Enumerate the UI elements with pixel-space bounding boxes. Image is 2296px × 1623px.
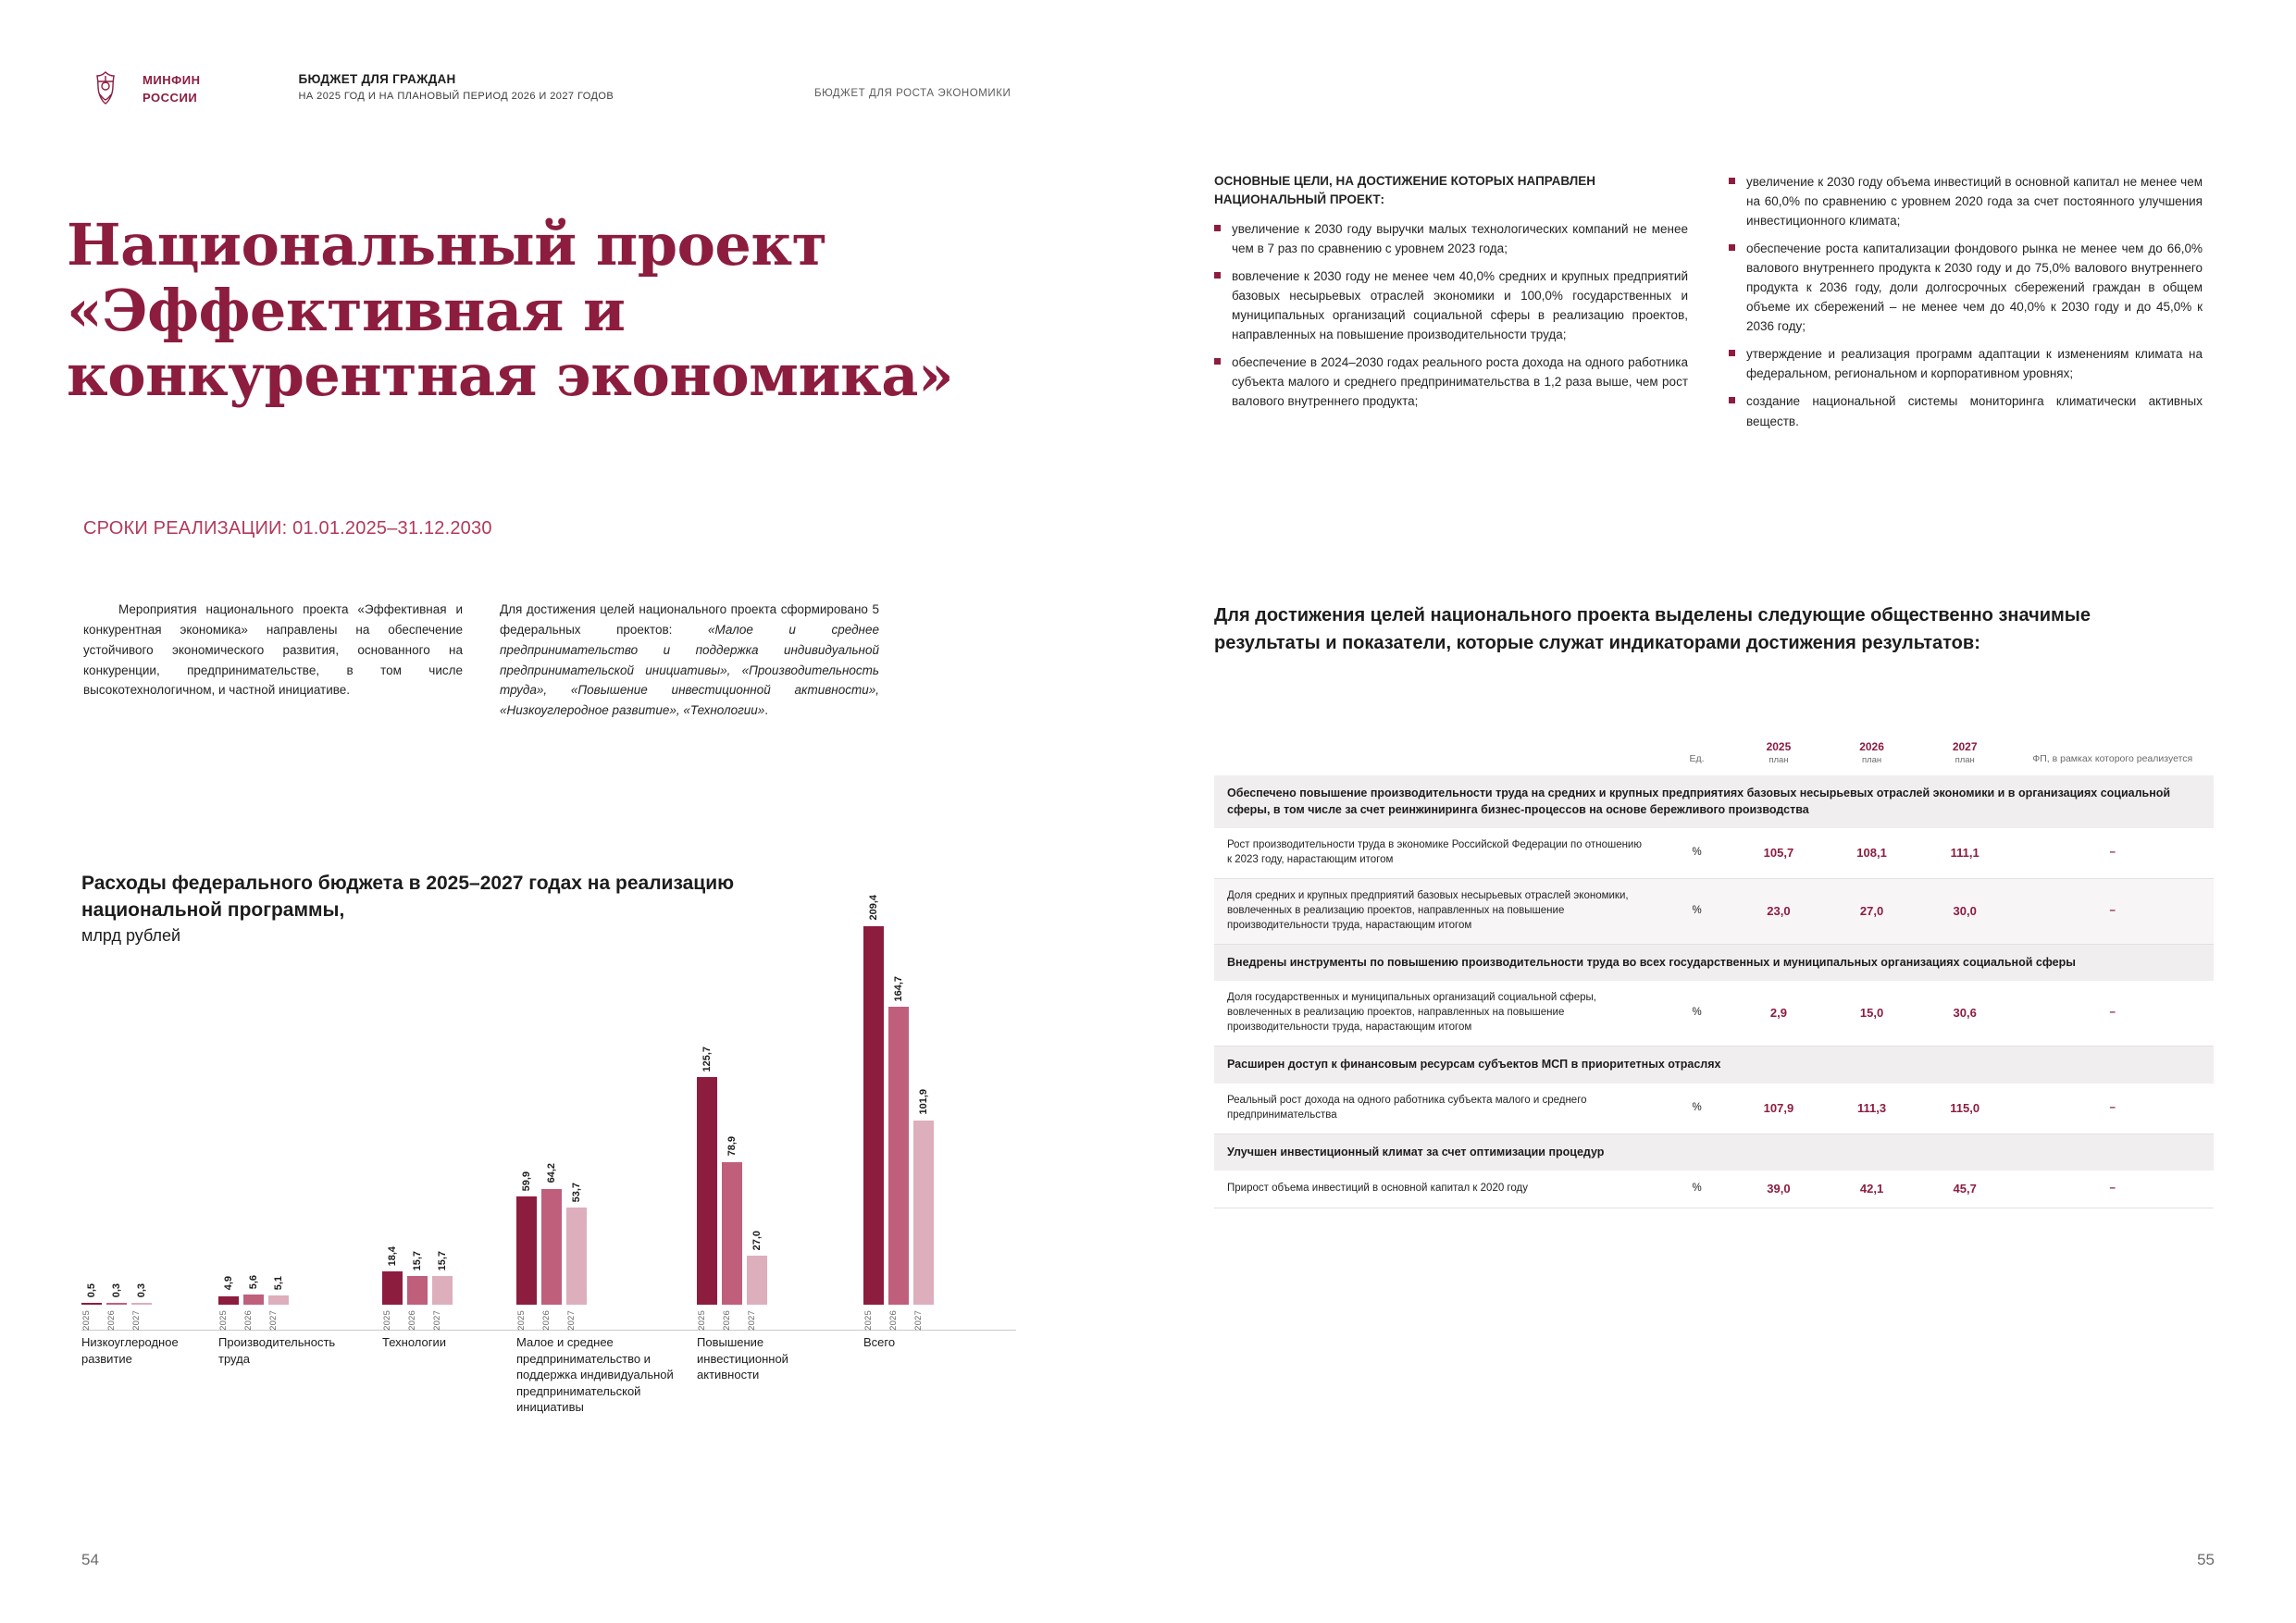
chart-bar-value: 15,7 xyxy=(412,1251,423,1271)
chart-bar-value: 59,9 xyxy=(521,1171,532,1192)
table-col-header: ФП, в рамках которого реализуется xyxy=(2032,753,2193,765)
chart-bar xyxy=(697,1046,717,1305)
chart-bar xyxy=(516,1171,537,1305)
chart-category-label: Технологии xyxy=(382,1335,447,1349)
indicators-table xyxy=(1214,740,2214,1208)
table-section-row xyxy=(1214,775,2214,829)
page-title: Национальный проект «Эффективная и конкурентная экономика» xyxy=(67,211,954,410)
table-cell: 23,0 xyxy=(1732,879,1826,945)
table-body xyxy=(1214,775,2214,1208)
table-col-header xyxy=(1214,740,1662,775)
table-cell: 111,3 xyxy=(1825,1084,1918,1134)
chart-year-label: 2026 xyxy=(407,1310,417,1331)
table-cell: 30,6 xyxy=(1918,981,2012,1046)
table-cell: % xyxy=(1662,879,1732,945)
table-cell: Доля государственных и муниципальных организаций социальной сферы, вовлеченных в реализацию проектов, направленных на повышение производительности труда, нарастающим итогом xyxy=(1214,981,1662,1046)
minfin-emblem-icon xyxy=(81,67,130,115)
document-header xyxy=(81,67,614,115)
table-row xyxy=(1214,1171,2214,1208)
chart-category-label: Повышение инвестиционной активности xyxy=(697,1335,788,1382)
table-cell: % xyxy=(1662,828,1732,878)
minfin-logo-text xyxy=(143,67,201,107)
chart-title-text: Расходы федерального бюджета в 2025–2027 годах на реализацию национальной программы, xyxy=(81,873,735,922)
chart-bars xyxy=(218,879,289,1305)
table-cell: 15,0 xyxy=(1825,981,1918,1046)
page-number-right: 55 xyxy=(2197,1551,2215,1568)
table-cell: Прирост объема инвестиций в основной капитал к 2020 году xyxy=(1214,1171,1662,1208)
table-row xyxy=(1214,879,2214,945)
chart-bar xyxy=(541,1163,562,1305)
table-cell: 2,9 xyxy=(1732,981,1826,1046)
chart-year-labels xyxy=(697,1310,767,1331)
chart-group xyxy=(81,879,179,1366)
chart-bar-value: 5,1 xyxy=(273,1275,284,1291)
intro-columns xyxy=(83,600,1064,721)
chart-bars xyxy=(697,879,767,1305)
table-cell: – xyxy=(2011,879,2214,945)
table-cell: 111,1 xyxy=(1918,828,2012,878)
table-col-header: 2025 план xyxy=(1766,740,1792,765)
table-cell: – xyxy=(2011,1084,2214,1134)
chart-category-label: Всего xyxy=(863,1335,896,1349)
table-section-row xyxy=(1214,944,2214,981)
chart-bars xyxy=(382,879,453,1305)
chart-bar xyxy=(863,895,884,1305)
goals-column-left xyxy=(1214,172,1688,440)
chart-year-label: 2025 xyxy=(382,1310,392,1331)
chart-year-label: 2027 xyxy=(131,1310,142,1331)
intro-paragraph-right xyxy=(500,600,879,721)
header-subtitle: НА 2025 ГОД И НА ПЛАНОВЫЙ ПЕРИОД 2026 И 2027 ГОДОВ xyxy=(298,91,614,102)
goals-section xyxy=(1214,172,2204,440)
goal-item: обеспечение в 2024–2030 годах реального роста дохода на одного работника субъекта малого и среднего предпринимательства в 1,2 раза выше, чем рост валового внутреннего продукта; xyxy=(1214,353,1688,411)
chart-group xyxy=(863,879,934,1349)
chart-bar-value: 18,4 xyxy=(387,1245,398,1267)
chart-year-labels xyxy=(382,1310,453,1331)
chart-bar xyxy=(243,1274,264,1305)
chart-bar-value: 0,3 xyxy=(111,1282,122,1298)
table-section-row xyxy=(1214,1134,2214,1171)
header-title: БЮДЖЕТ ДЛЯ ГРАЖДАН xyxy=(298,72,456,86)
chart-bar xyxy=(106,1282,127,1305)
table-row xyxy=(1214,1084,2214,1134)
header-titles xyxy=(299,67,614,102)
goal-item: увеличение к 2030 году объема инвестиций в основной капитал не менее чем на 60,0% по сравнению с уровнем 2020 года за счет постоянного улучшения инвестиционного климата; xyxy=(1729,172,2203,230)
chart-year-label: 2026 xyxy=(722,1310,732,1331)
results-heading: Для достижения целей национального проекта выделены следующие общественно значимые результаты и показатели, которые служат индикаторами достижения результатов: xyxy=(1214,605,2091,654)
table-cell: % xyxy=(1662,1084,1732,1134)
chart-year-label: 2025 xyxy=(516,1310,527,1331)
chart-bar xyxy=(722,1136,742,1305)
table-cell: Рост производительности труда в экономике Российской Федерации по отношению к 2023 году, нарастающим итогом xyxy=(1214,828,1662,878)
table-header-row xyxy=(1214,740,2214,775)
chart-year-label: 2027 xyxy=(913,1310,924,1331)
chart-category-label: Производительность труда xyxy=(218,1335,336,1366)
table-cell: 39,0 xyxy=(1732,1171,1826,1208)
chart-bar xyxy=(407,1251,428,1305)
chart-bar-value: 78,9 xyxy=(726,1136,738,1157)
chart-bar xyxy=(218,1276,239,1306)
chart-unit-label: млрд рублей xyxy=(81,925,181,945)
table-cell: – xyxy=(2011,981,2214,1046)
header-section-label: БЮДЖЕТ ДЛЯ РОСТА ЭКОНОМИКИ xyxy=(814,88,1011,99)
chart-year-labels xyxy=(81,1310,152,1331)
table-col-header: 2027 план xyxy=(1952,740,1978,765)
logo-line-1: МИНФИН xyxy=(143,73,201,87)
chart-bar-value: 0,3 xyxy=(136,1282,147,1298)
table-section-title: Расширен доступ к финансовым ресурсам субъектов МСП в приоритетных отраслях xyxy=(1214,1047,2214,1084)
chart-bar xyxy=(566,1182,587,1305)
table-row xyxy=(1214,828,2214,878)
chart-bar-value: 101,9 xyxy=(918,1089,929,1115)
chart-year-label: 2026 xyxy=(243,1310,254,1331)
goal-item: обеспечение роста капитализации фондового рынка не менее чем до 66,0% валового внутреннего продукта к 2030 году и до 75,0% валового внутреннего продукта к 2036 году, доли долгосрочных сбережений граждан в общем объеме их сбережений – не менее чем до 40,0% к 2030 году и до 45,0% к 2036 году; xyxy=(1729,239,2203,336)
chart-year-label: 2026 xyxy=(888,1310,899,1331)
chart-group xyxy=(382,879,453,1349)
chart-group xyxy=(516,879,674,1415)
chart-bar xyxy=(913,1089,934,1305)
chart-year-labels xyxy=(218,1310,289,1331)
table-cell: – xyxy=(2011,1171,2214,1208)
table-cell: 105,7 xyxy=(1732,828,1826,878)
goal-item: вовлечение к 2030 году не менее чем 40,0% средних и крупных предприятий базовых несырьевых отраслей экономики и 100,0% государственных и муниципальных организаций социальной сферы в реализацию проектов, направленных на повышение производительности труда; xyxy=(1214,266,1688,344)
goals-column-right xyxy=(1729,172,2203,440)
chart-year-label: 2025 xyxy=(81,1310,92,1331)
chart-year-label: 2027 xyxy=(566,1310,577,1331)
chart-category-label: Малое и среднее предпринимательство и поддержка индивидуальной предпринимательской инициативы xyxy=(516,1335,674,1415)
table-cell: 30,0 xyxy=(1918,879,2012,945)
table-cell: 115,0 xyxy=(1918,1084,2012,1134)
right-page xyxy=(1148,0,2296,1623)
goals-list-left xyxy=(1214,219,1688,411)
table-cell: 42,1 xyxy=(1825,1171,1918,1208)
chart-group xyxy=(697,879,788,1382)
intro-right-italic: «Малое и среднее предпринимательство и поддержка индивидуальной предпринимательской инициативы», «Производительность труда», «Повышение инвестиционной активности», «Низкоуглеродное развитие», «Технологии» xyxy=(500,622,879,718)
table-section-title: Улучшен инвестиционный климат за счет оптимизации процедур xyxy=(1214,1134,2214,1171)
intro-right-part2: . xyxy=(764,703,769,718)
chart-year-label: 2026 xyxy=(106,1310,117,1331)
chart-bar-value: 5,6 xyxy=(248,1274,259,1290)
table-section-title: Внедрены инструменты по повышению производительности труда во всех государственных и муниципальных организациях социальной сферы xyxy=(1214,944,2214,981)
chart-year-label: 2025 xyxy=(863,1310,874,1331)
chart-bars xyxy=(516,879,587,1305)
table-section-title: Обеспечено повышение производительности труда на средних и крупных предприятиях базовых несырьевых отраслей экономики и в организациях социальной сферы, в том числе за счет реинжиниринга бизнес-процессов на основе бережливого производства xyxy=(1214,775,2214,829)
table-row xyxy=(1214,981,2214,1046)
chart-category-label: Низкоуглеродное развитие xyxy=(81,1335,179,1366)
table-cell: – xyxy=(2011,828,2214,878)
chart-bars xyxy=(81,879,152,1305)
table-cell: % xyxy=(1662,1171,1732,1208)
goal-item: создание национальной системы мониторинга климатически активных веществ. xyxy=(1729,391,2203,430)
chart-bar xyxy=(382,1245,403,1305)
chart-bar-value: 64,2 xyxy=(546,1163,557,1183)
chart-year-label: 2027 xyxy=(747,1310,757,1331)
table-section-row xyxy=(1214,1047,2214,1084)
chart-bar-value: 53,7 xyxy=(571,1182,582,1203)
chart-bar-value: 4,9 xyxy=(223,1276,234,1291)
chart-bar-value: 0,5 xyxy=(86,1282,97,1298)
chart-year-labels xyxy=(516,1310,587,1331)
table-col-header: 2026 план xyxy=(1859,740,1884,765)
goals-heading: ОСНОВНЫЕ ЦЕЛИ, НА ДОСТИЖЕНИЕ КОТОРЫХ НАПРАВЛЕН НАЦИОНАЛЬНЫЙ ПРОЕКТ: xyxy=(1214,174,1596,207)
chart-bar xyxy=(888,975,909,1305)
chart-bar-value: 27,0 xyxy=(751,1230,763,1251)
page-number-left: 54 xyxy=(81,1551,99,1568)
goal-item: увеличение к 2030 году выручки малых технологических компаний не менее чем в 7 раз по сравнению с уровнем 2023 года; xyxy=(1214,219,1688,258)
intro-paragraph-left: Мероприятия национального проекта «Эффективная и конкурентная экономика» направлены на обеспечение устойчивого экономического развития, основанного на конкуренции, предпринимательстве, в том числе высокотехнологичном, и частной инициативе. xyxy=(83,602,463,698)
table-cell: 108,1 xyxy=(1825,828,1918,878)
chart-bar xyxy=(81,1282,102,1305)
chart-bar-value: 15,7 xyxy=(437,1251,448,1271)
intro-right-part1: Для достижения целей национального проекта сформировано 5 федеральных проектов: xyxy=(500,602,879,637)
chart-group xyxy=(218,879,336,1366)
table-cell: 45,7 xyxy=(1918,1171,2012,1208)
chart-bar xyxy=(131,1282,152,1305)
chart-bar xyxy=(268,1275,289,1305)
chart-year-label: 2025 xyxy=(697,1310,707,1331)
chart-bars xyxy=(863,879,934,1305)
table-cell: Реальный рост дохода на одного работника субъекта малого и среднего предпринимательства xyxy=(1214,1084,1662,1134)
table-header xyxy=(1214,740,2214,775)
chart-year-label: 2026 xyxy=(541,1310,552,1331)
goals-list-right xyxy=(1729,172,2203,431)
chart-bar-value: 125,7 xyxy=(701,1046,713,1072)
goal-item: утверждение и реализация программ адаптации к изменениям климата на федеральном, региональном и корпоративном уровнях; xyxy=(1729,344,2203,383)
logo-line-2: РОССИИ xyxy=(143,90,198,105)
chart-year-label: 2025 xyxy=(218,1310,229,1331)
project-deadline: СРОКИ РЕАЛИЗАЦИИ: 01.01.2025–31.12.2030 xyxy=(83,518,492,539)
chart-year-label: 2027 xyxy=(268,1310,279,1331)
chart-bar-value: 209,4 xyxy=(868,895,879,921)
table-cell: % xyxy=(1662,981,1732,1046)
table-cell: Доля средних и крупных предприятий базовых несырьевых отраслей экономики, вовлеченных в реализацию проектов, направленных на повышение производительности труда, нарастающим итогом xyxy=(1214,879,1662,945)
chart-year-label: 2027 xyxy=(432,1310,442,1331)
chart-bar xyxy=(432,1251,453,1305)
chart-bar-value: 164,7 xyxy=(893,975,904,1002)
chart-bar xyxy=(747,1230,767,1305)
table-col-header: Ед. xyxy=(1689,753,1705,765)
table-cell: 107,9 xyxy=(1732,1084,1826,1134)
table-cell: 27,0 xyxy=(1825,879,1918,945)
chart-year-labels xyxy=(863,1310,934,1331)
